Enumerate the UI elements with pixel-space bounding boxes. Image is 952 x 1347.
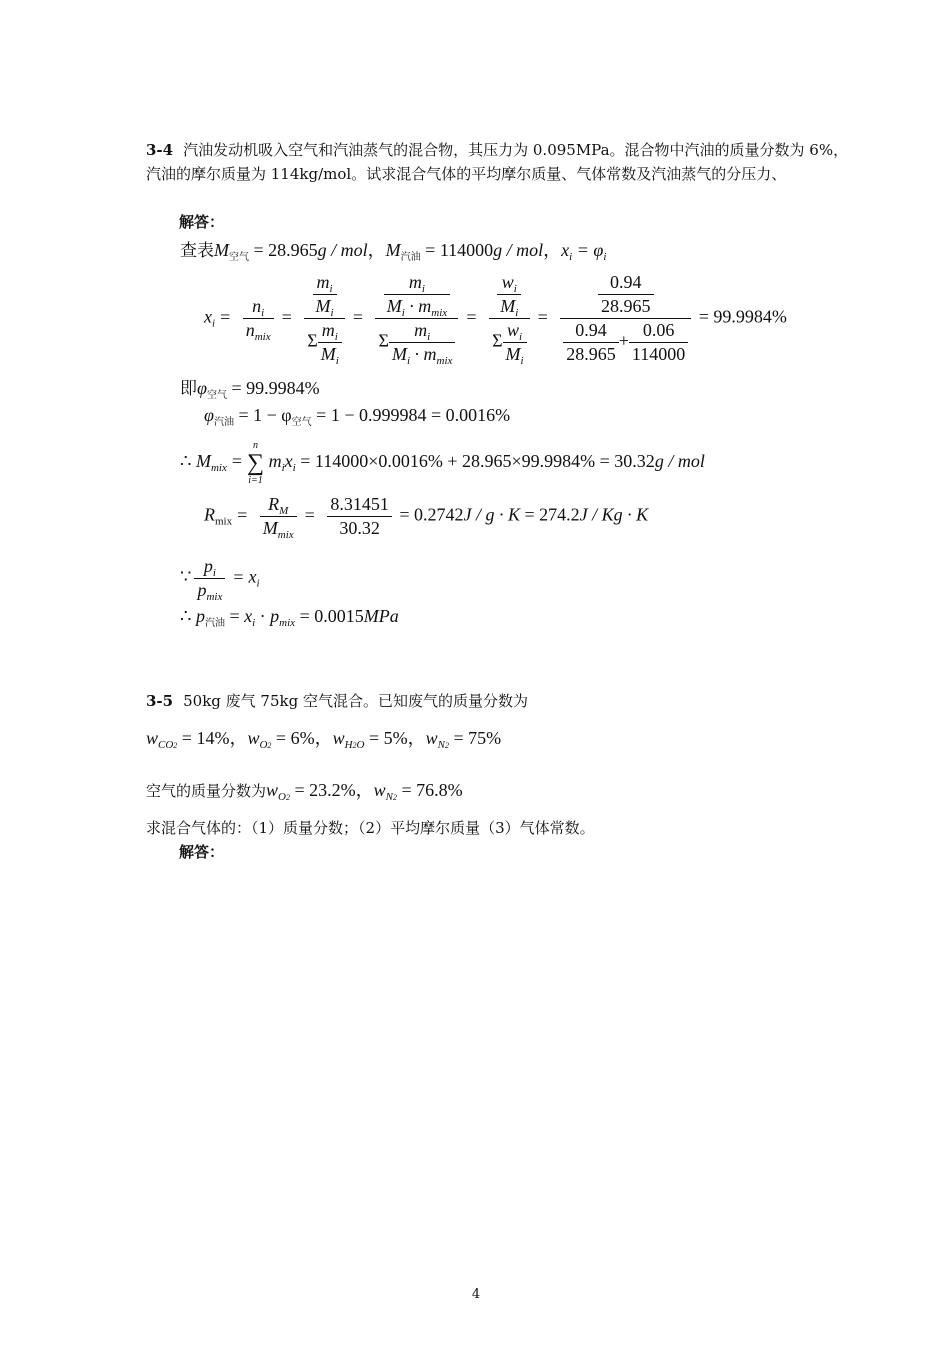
problem-3-5-question: 求混合气体的：（1）质量分数；（2）平均摩尔质量（3）气体常数。	[146, 819, 595, 837]
problem-3-5-text: 50kg 废气 75kg 空气混合。已知废气的质量分数为	[183, 692, 528, 710]
partial-pressure-result: ∴ $p_{汽油} = x_i \cdot p_{mix} = 0.0015MPa$	[180, 606, 399, 629]
problem-3-4-text: 汽油发动机吸入空气和汽油蒸气的混合物，其压力为 0.095MPa。混合物中汽油的质量分数为 6%，汽油的摩尔质量为 114kg/mol。试求混合气体的平均摩尔质量、气体常数及汽油蒸气的分压力、	[146, 141, 849, 183]
answer-label-3-4: 解答：	[179, 213, 225, 231]
problem-3-4-statement	[146, 138, 858, 186]
exhaust-mass-fractions: $w_{CO2} = 14\%$，$w_{O2} = 6\%$，$w_{H2O} = 5\%$，$w_{N2} = 75\%$	[146, 728, 502, 751]
mole-fraction-chain: $x_i$ = $\frac{n_i}{n_{mix}}$ = $\frac{m_i}{M_i}$ Σ $\frac{m_i}{M_i}$ = $\frac{m_i}{M_i \cdot m_{mix}}$ Σ $\frac{m_i}{M_i \cdot m_{mix}}$ = $\frac{w_i}{M_i}$ Σ $\frac{w_i}{M_i}$ = $\frac{0.94}{28.965}$ $\frac{0.94}{28.965}$ + $\frac{0.06}{114000}$ = 99.9984%	[204, 272, 787, 367]
phi-air-equation: 即$\varphi_{空气} = 99.9984\%$	[180, 378, 320, 401]
page-number: 4	[471, 1287, 481, 1302]
partial-pressure-ratio: ∵ $\frac{p_i}{p_{mix}}$ = $x_i$	[180, 556, 260, 603]
lookup-equation: 查表$M_{空气} = 28.965g$ / mol，$M_{汽油} = 114000g$ / mol，$x_i = \varphi_i$	[180, 240, 607, 263]
air-mass-fractions: 空气的质量分数为$w_{O2} = 23.2\%$，$w_{N2} = 76.8\%$	[146, 780, 463, 803]
phi-gas-equation: $\varphi_{汽油} = 1 - \varphi_{空气} = 1 - 0.999984 = 0.0016\%$	[204, 405, 511, 428]
answer-label-3-5: 解答：	[179, 843, 225, 861]
problem-3-4-label: 3-4	[146, 141, 174, 159]
rmix-equation: $R_{mix}$ = $\frac{R_M}{M_{mix}}$ = $\frac{8.31451}{30.32}$ = 0.2742J / g · K = 274.2J / Kg · K	[204, 494, 649, 541]
mmix-equation: ∴ $M_{mix}$ = n ∑ i=1 $m_ix_i = 114000\times 0.0016\% + 28.965\times 99.9984\% = 30.32g$ / mol	[180, 440, 705, 486]
problem-3-5-label: 3-5	[146, 692, 174, 710]
problem-3-5-statement	[146, 689, 858, 713]
